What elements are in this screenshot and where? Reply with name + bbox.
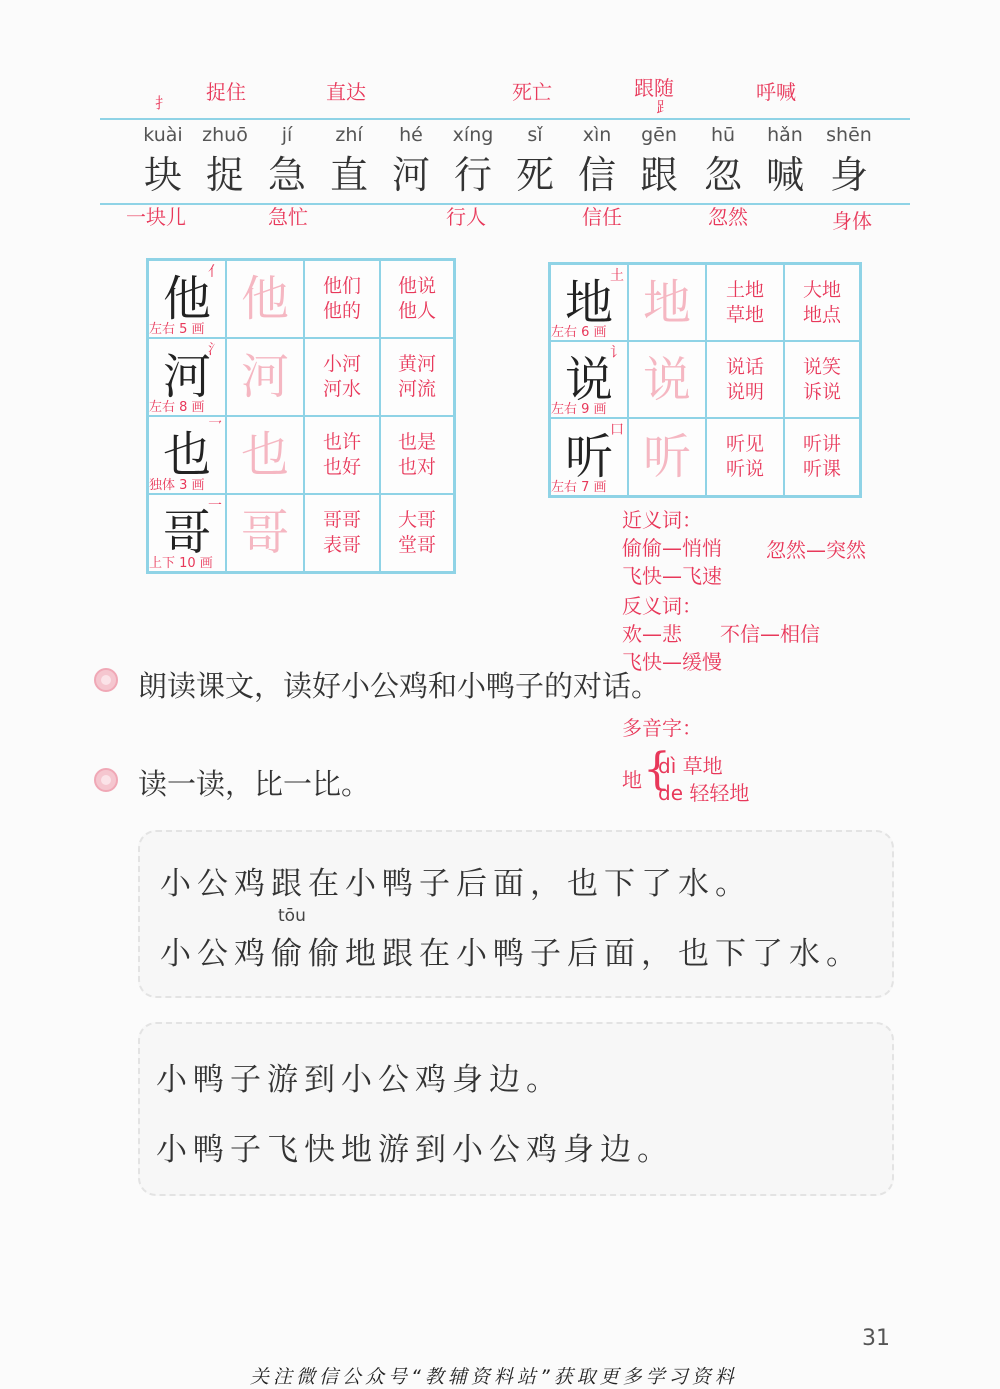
trace-char: 地: [642, 274, 691, 331]
vocab-char: 块: [143, 153, 182, 197]
pinyin: hū: [710, 124, 736, 146]
vocab-above-word: 死亡: [512, 80, 552, 104]
pinyin: kuài: [143, 124, 183, 146]
word-cell: [304, 416, 380, 494]
vocab-below-word: 行人: [446, 205, 486, 229]
word: 土地: [725, 278, 764, 301]
word: 听课: [802, 458, 841, 480]
word: 他人: [397, 300, 436, 322]
word: 河水: [322, 378, 361, 400]
radical: 讠: [610, 345, 624, 361]
trace-char: 河: [240, 349, 289, 405]
antonym-title: 反义词：: [622, 594, 702, 618]
vocab-char: 行: [453, 153, 492, 197]
synonym-pair: 忽然—突然: [766, 538, 866, 562]
word: 他说: [397, 275, 436, 298]
word: 他们: [322, 275, 361, 298]
structure-strokes: 左右 9 画: [551, 402, 607, 417]
word: 黄河: [397, 353, 436, 376]
word: 草地: [725, 303, 764, 326]
word: 哥哥: [322, 509, 361, 532]
comparison-box-2: [138, 1022, 894, 1196]
structure-strokes: 上下 10 画: [149, 556, 213, 571]
exercise-instruction: 读一读，比一比。: [138, 767, 371, 801]
word: 说话: [725, 355, 764, 378]
pinyin-annotation: tōu: [278, 906, 306, 926]
polyphone-title: 多音字：: [622, 716, 702, 740]
vocab-char: 身: [829, 153, 868, 197]
sentence: 小鸭子游到小公鸡身边。: [156, 1062, 563, 1098]
pinyin: jí: [281, 124, 293, 146]
word-cell: [304, 494, 380, 572]
trace-cell: [628, 264, 706, 341]
structure-strokes: 独体 3 画: [149, 478, 205, 493]
vocab-char: 死: [515, 153, 554, 197]
char: 哥: [162, 505, 211, 561]
vocab-char: 河: [391, 153, 430, 197]
structure-strokes: 左右 7 画: [551, 480, 607, 495]
exercise-instruction: 朗读课文，读好小公鸡和小鸭子的对话。: [138, 669, 661, 703]
structure-strokes: 左右 5 画: [149, 322, 205, 337]
char: 河: [162, 349, 211, 405]
char-cell: [148, 338, 226, 416]
word: 听说: [725, 458, 764, 480]
word-cell: [784, 264, 860, 341]
vocab-char: 忽: [703, 153, 742, 197]
vocab-above-word: 跟随: [634, 76, 674, 100]
word: 大地: [802, 278, 841, 301]
sentence: 小公鸡跟在小鸭子后面，也下了水。: [160, 866, 752, 902]
vocab-char: 捉: [205, 153, 244, 197]
word: 也是: [397, 431, 436, 454]
word: 堂哥: [397, 534, 436, 556]
radical: 亻: [208, 264, 222, 280]
pinyin: sǐ: [527, 124, 543, 146]
trace-cell: [628, 341, 706, 418]
char: 地: [564, 274, 613, 331]
trace-char: 听: [642, 429, 691, 485]
structure-strokes: 左右 8 画: [149, 400, 205, 415]
word-cell: [304, 260, 380, 338]
word-cell: [706, 418, 784, 496]
synonym-pair: 飞快—飞速: [622, 564, 722, 588]
trace-cell: [226, 338, 304, 416]
pinyin: hǎn: [767, 124, 803, 146]
char: 也: [162, 427, 211, 483]
radical-mark: ⻊: [656, 98, 672, 116]
trace-cell: [226, 260, 304, 338]
char-cell: [550, 341, 628, 418]
word: 小河: [322, 353, 361, 376]
word-cell: [380, 416, 454, 494]
vocab-char: 喊: [765, 153, 804, 197]
vocab-below-word: 忽然: [708, 205, 748, 229]
pinyin: shēn: [826, 124, 872, 146]
pinyin: zhuō: [202, 124, 248, 146]
word: 也对: [397, 456, 436, 478]
structure-strokes: 左右 6 画: [551, 325, 607, 340]
vocab-above-word: 捉住: [206, 80, 246, 104]
char-grid-left: [146, 258, 456, 574]
char: 听: [564, 429, 613, 485]
char: 他: [162, 271, 211, 327]
trace-char: 他: [240, 271, 289, 327]
vocab-char: 信: [577, 153, 616, 197]
radical: 口: [610, 422, 624, 438]
exercise-bullet-icon: [94, 668, 118, 692]
trace-char: 也: [240, 427, 289, 483]
char-cell: [148, 494, 226, 572]
pinyin: xíng: [452, 124, 494, 146]
word: 也许: [322, 431, 361, 454]
char-cell: [148, 416, 226, 494]
antonym-pair: 欢—悲: [622, 622, 682, 646]
vocab-char: 跟: [639, 153, 678, 197]
radical: 一: [208, 498, 222, 514]
word: 也好: [322, 456, 361, 478]
synonym-title: 近义词：: [622, 508, 702, 532]
vocab-below-word: 信任: [582, 205, 622, 229]
word-cell: [380, 338, 454, 416]
word-cell: [380, 260, 454, 338]
char-cell: [550, 264, 628, 341]
word: 河流: [397, 378, 436, 400]
polyphone-char: 地: [622, 768, 642, 792]
vocab-top-line: [100, 118, 910, 120]
word-cell: [380, 494, 454, 572]
radical-mark: 扌: [155, 94, 171, 112]
vocab-above-word: 呼喊: [756, 80, 796, 104]
trace-cell: [628, 418, 706, 496]
pinyin: xìn: [582, 124, 612, 146]
vocab-char: 直: [329, 153, 368, 197]
trace-char: 哥: [240, 505, 289, 561]
antonym-pair: 不信—相信: [720, 622, 820, 646]
vocab-below-word: 急忙: [268, 205, 308, 229]
word: 听见: [725, 433, 764, 456]
char: 说: [564, 351, 613, 408]
trace-char: 说: [642, 351, 691, 408]
word-cell: [304, 338, 380, 416]
antonym-pair: 飞快—缓慢: [622, 650, 722, 674]
vocab-above-word: 直达: [326, 80, 366, 104]
pinyin: gēn: [641, 124, 677, 146]
word: 大哥: [397, 509, 436, 532]
footer-note: 关注微信公众号“教辅资料站”获取更多学习资料: [250, 1366, 738, 1388]
word: 听讲: [802, 433, 841, 456]
sentence: 小公鸡偷偷地跟在小鸭子后面，也下了水。: [160, 936, 863, 972]
sentence: 小鸭子飞快地游到小公鸡身边。: [156, 1132, 674, 1168]
word-cell: [706, 341, 784, 418]
polyphone-brace: {: [643, 744, 671, 795]
word: 表哥: [322, 534, 361, 556]
polyphone-reading: de 轻轻地: [658, 781, 750, 805]
page-number: 31: [862, 1326, 890, 1351]
word-cell: [706, 264, 784, 341]
word: 地点: [802, 303, 841, 326]
radical: 土: [610, 268, 624, 284]
radical: 乛: [208, 420, 222, 436]
polyphone-reading: dì 草地: [658, 754, 723, 778]
radical: 氵: [208, 342, 222, 358]
vocab-below-word: 身体: [832, 209, 872, 233]
pinyin: zhí: [335, 124, 363, 146]
word: 他的: [322, 300, 361, 322]
word: 说笑: [802, 355, 841, 378]
trace-cell: [226, 416, 304, 494]
synonym-pair: 偷偷—悄悄: [622, 536, 722, 560]
vocab-below-word: 一块儿: [126, 205, 186, 229]
vocab-char: 急: [267, 153, 306, 197]
trace-cell: [226, 494, 304, 572]
pinyin: hé: [399, 124, 423, 146]
word: 说明: [725, 380, 764, 403]
word-cell: [784, 341, 860, 418]
vocab-bottom-line: [100, 203, 910, 205]
char-grid-right: [548, 262, 862, 498]
char-cell: [550, 418, 628, 496]
word-cell: [784, 418, 860, 496]
exercise-bullet-icon: [94, 768, 118, 792]
word: 诉说: [802, 380, 841, 403]
char-cell: [148, 260, 226, 338]
